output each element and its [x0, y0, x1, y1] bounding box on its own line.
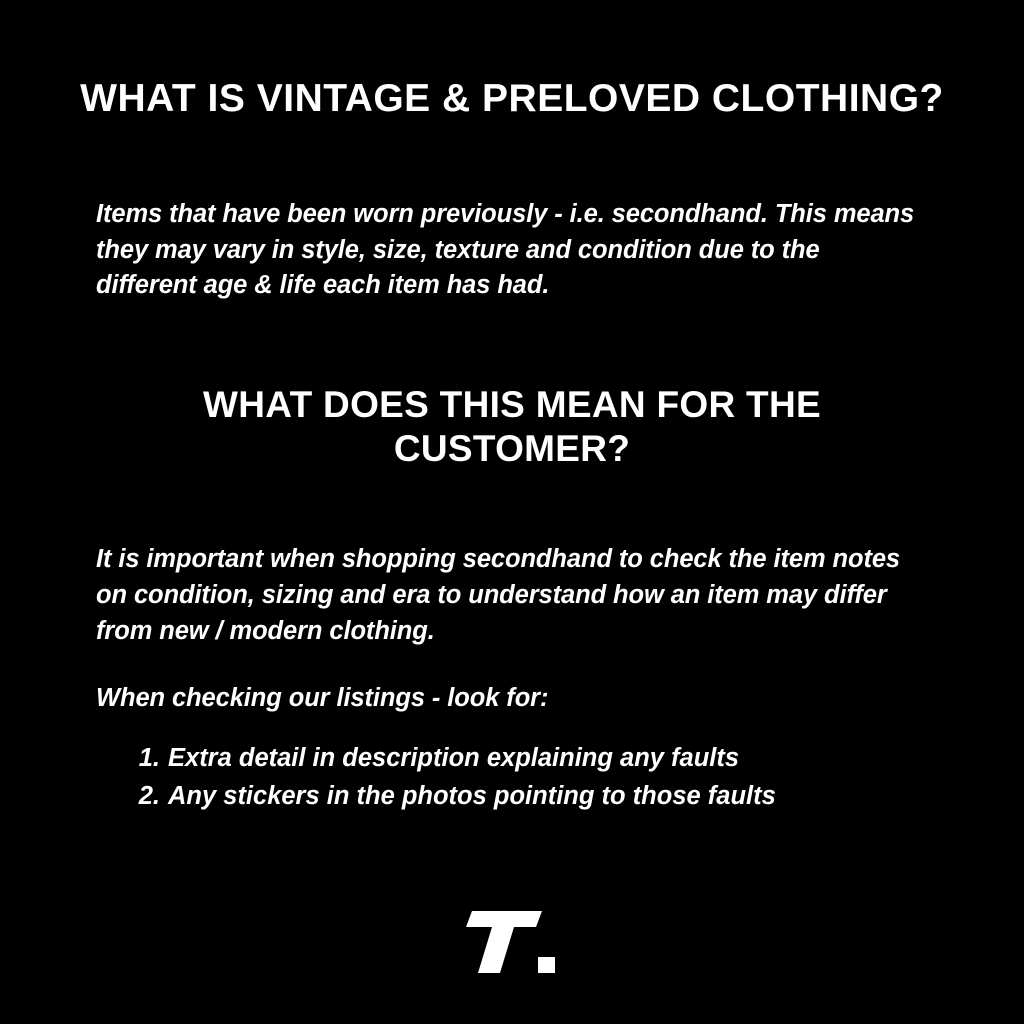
paragraph-customer-advice: It is important when shopping secondhand to check the item notes on condition, sizing and era to understand how an item may differ from new / modern clothing. — [96, 545, 901, 645]
list-item — [138, 777, 964, 815]
page-title: WHAT IS VINTAGE & PRELOVED CLOTHING? — [80, 77, 944, 120]
paragraph-definition: Items that have been worn previously - i.e. secondhand. This means they may vary in style, size, texture and condition due to the different age & life each item has had. — [96, 199, 915, 300]
letter-t-logo-icon — [464, 911, 560, 979]
list-item-label: Any stickers in the photos pointing to those faults — [168, 782, 776, 811]
section-heading-customer: WHAT DOES THIS MEAN FOR THE CUSTOMER? — [203, 383, 821, 469]
list-item — [138, 739, 964, 777]
list-item-number: 2. — [138, 782, 160, 811]
brand-logo — [0, 911, 1024, 984]
checklist — [0, 717, 1024, 816]
list-item-label: Extra detail in description explaining any faults — [168, 744, 740, 773]
paragraph-listings-prompt: When checking our listings - look for: — [96, 684, 549, 713]
list-item-number: 1. — [138, 744, 160, 773]
